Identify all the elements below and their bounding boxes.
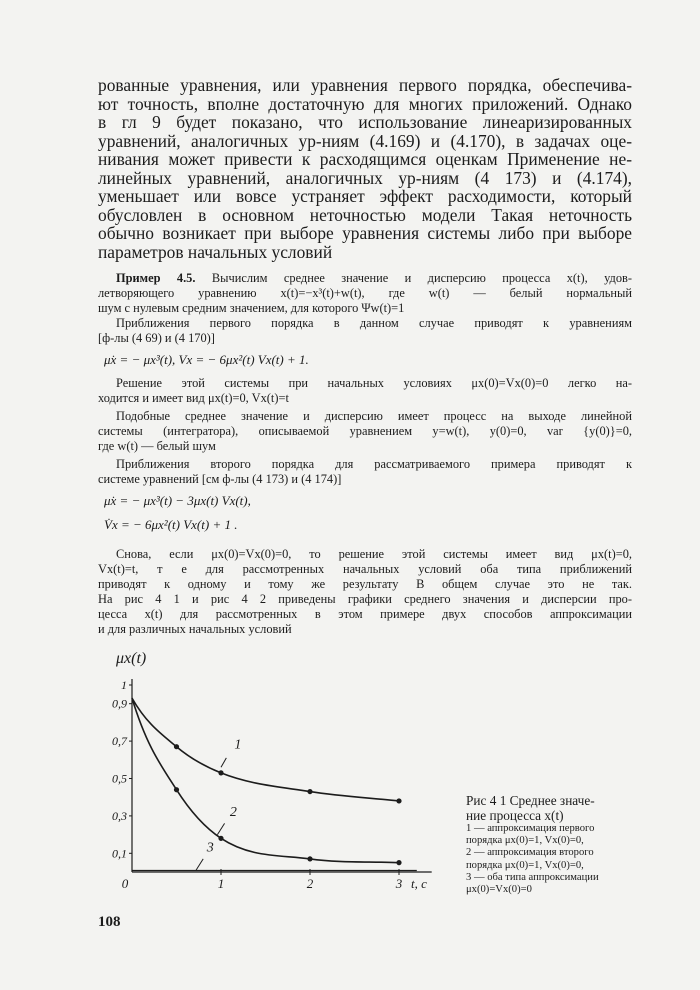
text-line: где w(t) — белый шум xyxy=(98,439,216,453)
text-line: системе уравнений [см ф-лы (4 173) и (4 174)] xyxy=(98,472,342,486)
x-tick-label: 1 xyxy=(217,876,225,891)
x-tick-label: 3 xyxy=(395,876,403,891)
series-1-point xyxy=(218,770,223,775)
text-line: Решение этой системы при начальных условиях μx(0)=Vx(0)=0 легко на- xyxy=(116,376,632,390)
example-label: Пример 4.5. xyxy=(116,271,196,285)
series-2-point xyxy=(174,787,179,792)
y-tick-label: 0,7 xyxy=(112,734,127,749)
y-tick-label: 0,5 xyxy=(112,771,127,786)
example-block xyxy=(98,271,632,637)
text-line: в гл 9 будет показано, что использование линеаризированных xyxy=(98,112,632,132)
text-line: Снова, если μx(0)=Vx(0)=0, то решение этой системы имеет вид μx(t)=0, xyxy=(116,547,632,561)
y-axis-label: μx(t) xyxy=(116,650,147,667)
curve-label-leader xyxy=(196,859,203,870)
text-line: ют точность, вполне достаточную для многих приложений. Однако xyxy=(98,93,632,114)
curve-label-2: 2 xyxy=(229,804,237,820)
caption-title: Рис 4 1 Среднее значе- xyxy=(466,793,595,808)
series-1-point xyxy=(396,798,401,803)
caption-item: 1 — аппроксимация первого xyxy=(466,823,595,834)
caption-item: порядка μx(0)=1, Vx(0)=0, xyxy=(466,835,584,847)
series-2-point xyxy=(307,856,312,861)
text-line: цесса x(t) для рассмотренных в этом примере двух способов аппроксимации xyxy=(98,607,632,621)
series-1-point xyxy=(174,744,179,749)
text-line: уравнений, аналогичных ур-ниям (4.169) и (4.170), в задачах оце- xyxy=(98,130,632,151)
caption-item: порядка μx(0)=1, Vx(0)=0, xyxy=(466,859,584,871)
series-2-point xyxy=(218,836,223,841)
text-line: параметров начальных условий xyxy=(98,241,333,262)
text-line: линейных уравнений, аналогичных ур-ниям (4 173) и (4.174), xyxy=(98,167,632,188)
page-body xyxy=(98,76,632,637)
curve-label-3: 3 xyxy=(206,840,214,856)
series-1-line xyxy=(132,698,399,801)
text-line: Приближения первого порядка в данном случае приводят к уравнениям xyxy=(116,316,632,330)
text-line: приводят к одному и тому же результату В общем случае это не так. xyxy=(98,577,632,591)
series-2-point xyxy=(396,860,401,865)
y-tick-label: 0,1 xyxy=(112,846,127,861)
figure-caption xyxy=(466,793,636,896)
y-tick-label: 1 xyxy=(121,678,127,692)
x-tick-label: 2 xyxy=(306,876,314,891)
text-line: Приближения второго порядка для рассматриваемого примера приводят к xyxy=(116,457,632,471)
text-line: летворяющего уравнению x(t)=−x³(t)+w(t), где w(t) — белый нормальный xyxy=(98,286,632,300)
page-number: 108 xyxy=(98,914,121,930)
text-line: системы (интегратора), описываемой уравнением y=w(t), y(0)=0, var {y(0)}=0, xyxy=(98,424,632,438)
y-tick-label: 0,9 xyxy=(112,696,127,711)
text-line: обычно возникает при выборе уравнения системы либо при выборе xyxy=(98,223,632,243)
text-line: обусловлен в основном неточностью модели Такая неточность xyxy=(98,204,632,225)
curve-label-leader xyxy=(221,758,226,767)
text-line: шум с нулевым средним значением, для которого Ψw(t)=1 xyxy=(98,301,405,315)
curve-label-1: 1 xyxy=(234,737,242,753)
series-2-line xyxy=(132,698,399,863)
text-line: Подобные среднее значение и дисперсию имеет процесс на выходе линейной xyxy=(116,409,632,423)
text-line: Vx(t)=t, т е для рассмотренных начальных условий оба типа приближений xyxy=(98,562,632,576)
text-line: и для различных начальных условий xyxy=(98,622,292,636)
equation-second-order-variance: V̇x = − 6μx²(t) Vx(t) + 1 . xyxy=(104,517,238,532)
caption-title-cont: ние процесса x(t) xyxy=(466,808,564,823)
text-line: Вычислим среднее значение и дисперсию процесса x(t), удов- xyxy=(211,271,633,285)
text-line: [ф-лы (4 69) и (4 170)] xyxy=(98,331,215,345)
curve-label-leader xyxy=(217,823,224,834)
equation-first-order: μ̇x = − μx³(t), Vx = − 6μx²(t) Vx(t) + 1. xyxy=(104,352,309,367)
series-1-point xyxy=(307,789,312,794)
y-tick-label: 0,3 xyxy=(112,808,127,823)
text-line: На рис 4 1 и рис 4 2 приведены графики среднего значения и дисперсии про- xyxy=(98,592,632,606)
text-line: нивания может привести к расходящимся оценкам Применение не- xyxy=(98,149,632,169)
text-line: рованные уравнения, или уравнения первого порядка, обеспечива- xyxy=(98,75,632,95)
caption-item: 2 — аппроксимация второго xyxy=(466,847,594,859)
text-line: ходится и имеет вид μx(t)=0, Vx(t)=t xyxy=(98,391,289,405)
text-line: уменьшает или вовсе устраняет эффект расходимости, который xyxy=(98,186,632,206)
x-tick-label: 0 xyxy=(121,876,129,891)
caption-item: μx(0)=Vx(0)=0 xyxy=(466,884,532,896)
figure-4-1-chart xyxy=(98,640,438,900)
x-axis-label: t, c xyxy=(411,876,427,891)
equation-second-order-mean: μ̇x = − μx³(t) − 3μx(t) Vx(t), xyxy=(104,493,251,508)
caption-item: 3 — оба типа аппроксимации xyxy=(466,871,599,883)
main-paragraph xyxy=(98,76,632,261)
